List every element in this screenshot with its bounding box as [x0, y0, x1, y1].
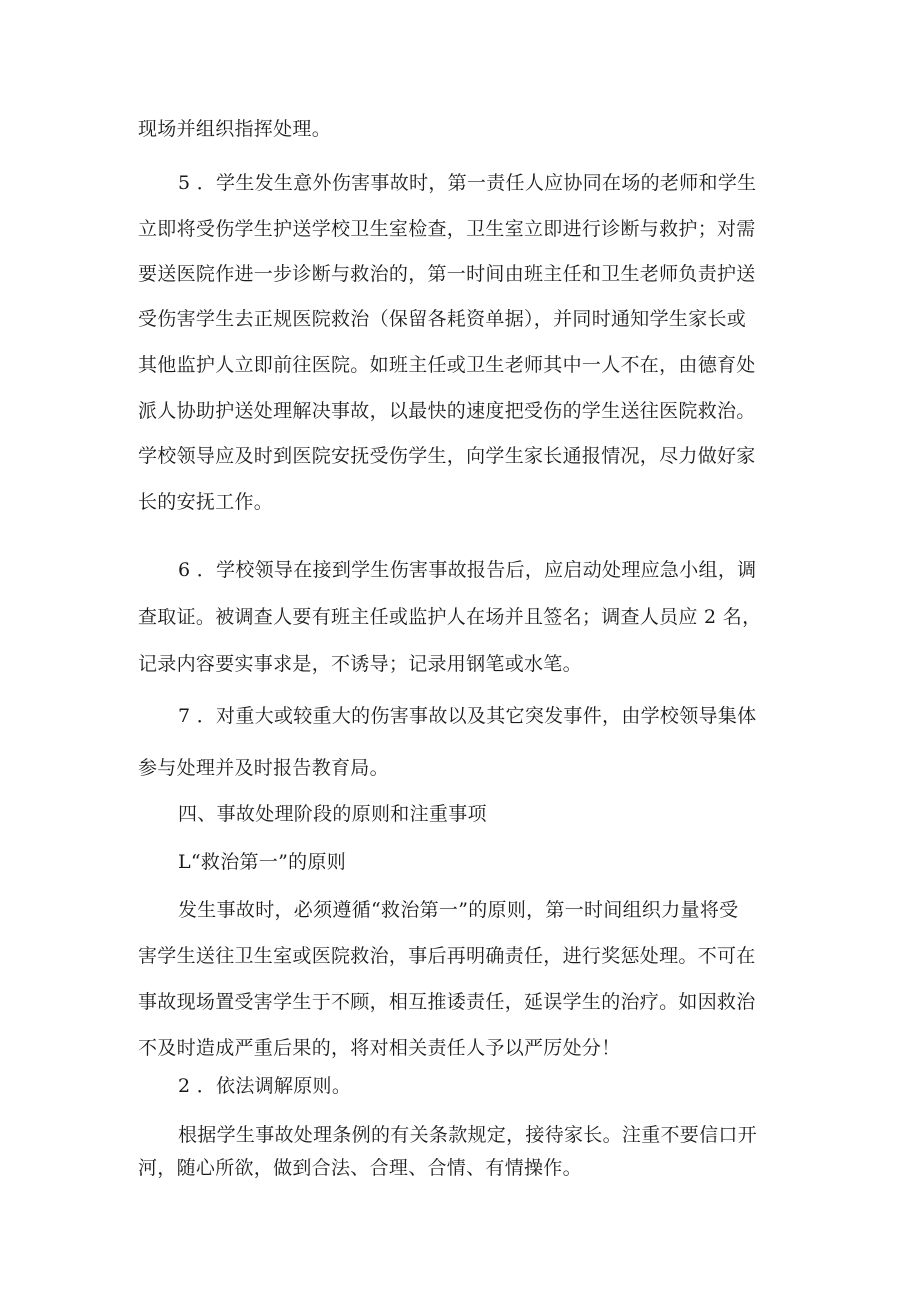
subsection-heading: L“救治第一”的原则: [178, 851, 347, 873]
paragraph-6-start: 6 ．学校领导在接到学生伤害事故报告后，应启动处理应急小组，调: [178, 559, 757, 581]
paragraph-5-start: 5 ．学生发生意外伤害事故时，第一责任人应协同在场的老师和学生: [178, 172, 757, 194]
text-line: 受伤害学生去正规医院救治（保留各耗资单据），并同时通知学生家长或: [138, 308, 747, 330]
text-line: 立即将受伤学生护送学校卫生室检查，卫生室立即进行诊断与救护；对需: [138, 218, 756, 240]
text-line: 其他监护人立即前往医院。如班主任或卫生老师其中一人不在，由德育处: [138, 354, 756, 376]
text-line: 学校领导应及时到医院安抚受伤学生，向学生家长通报情况，尽力做好家: [138, 445, 756, 467]
subsection-heading: 2 ．依法调解原则。: [178, 1075, 352, 1097]
text-line: 现场并组织指挥处理。: [138, 118, 332, 140]
text-line: 派人协助护送处理解决事故，以最快的速度把受伤的学生送往医院救治。: [138, 400, 756, 422]
text-line: 事故现场置受害学生于不顾，相互推诿责任，延误学生的治疗。如因救治: [138, 991, 756, 1013]
paragraph-7-start: 7 ．对重大或较重大的伤害事故以及其它突发事件，由学校领导集体: [178, 705, 757, 727]
text-line: 长的安抚工作。: [138, 491, 274, 513]
section-heading: 四、事故处理阶段的原则和注重事项: [178, 803, 487, 825]
text-line: 河，随心所欲，做到合法、合理、合情、有情操作。: [138, 1157, 582, 1179]
paragraph-law-start: 根据学生事故处理条例的有关条款规定，接待家长。注重不要信口开: [178, 1124, 758, 1146]
text-line: 参与处理并及时报告教育局。: [138, 757, 389, 779]
paragraph-rescue-start: 发生事故时，必须遵循“救治第一”的原则，第一时间组织力量将受: [178, 899, 739, 921]
text-line: 查取证。被调查人要有班主任或监护人在场并且签名；调查人员应 2 名，: [138, 606, 762, 628]
text-line: 要送医院作进一步诊断与救治的，第一时间由班主任和卫生老师负责护送: [138, 263, 756, 285]
text-line: 害学生送往卫生室或医院救治，事后再明确责任，进行奖惩处理。不可在: [138, 945, 756, 967]
text-line: 记录内容要实事求是，不诱导；记录用钢笔或水笔。: [138, 653, 582, 675]
text-line: 不及时造成严重后果的，将对相关责任人予以严厉处分！: [138, 1037, 621, 1059]
